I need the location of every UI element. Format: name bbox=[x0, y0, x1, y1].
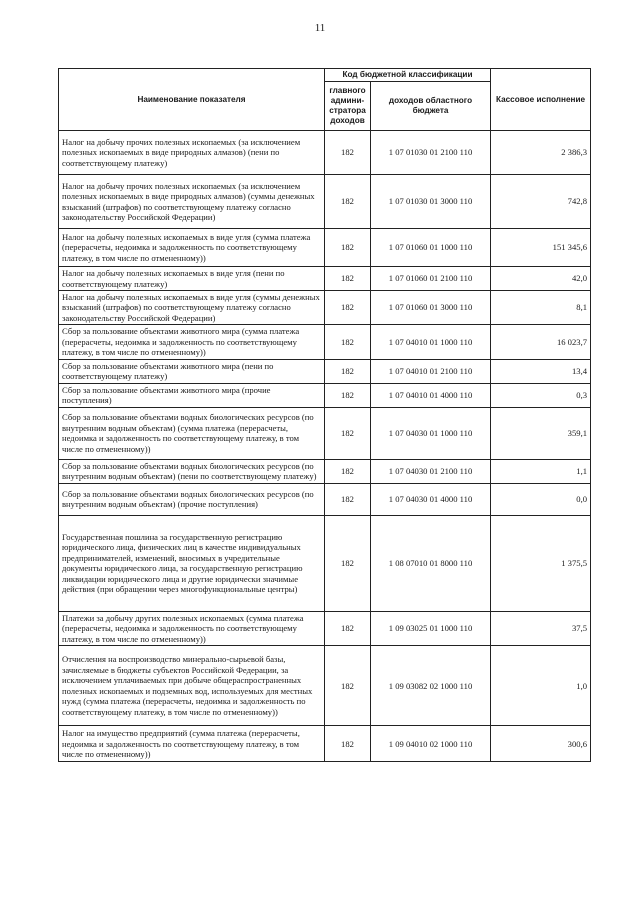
row-budget-code: 1 09 03082 02 1000 110 bbox=[371, 646, 491, 726]
row-name: Налог на добычу полезных ископаемых в виде угля (сумма платежа (перерасчеты, недоимка и задолженность по соответствующему платежу, в том числе по отмененному)) bbox=[59, 229, 325, 267]
table-row bbox=[59, 483, 591, 515]
table-row bbox=[59, 175, 591, 229]
row-admin-code: 182 bbox=[325, 325, 371, 359]
header-amount: Кассовое исполнение bbox=[491, 69, 591, 131]
row-admin-code: 182 bbox=[325, 267, 371, 291]
table-row bbox=[59, 515, 591, 611]
row-amount: 42,0 bbox=[491, 267, 591, 291]
row-amount: 13,4 bbox=[491, 359, 591, 383]
row-amount: 16 023,7 bbox=[491, 325, 591, 359]
row-name: Налог на добычу прочих полезных ископаемых (за исключением полезных ископаемых в виде природных алмазов) (суммы денежных взысканий (штрафов) по соответствующему платежу согласно законодательству Российской Федерации) bbox=[59, 175, 325, 229]
row-admin-code: 182 bbox=[325, 229, 371, 267]
table-row bbox=[59, 291, 591, 325]
row-admin-code: 182 bbox=[325, 291, 371, 325]
row-name: Сбор за пользование объектами животного мира (сумма платежа (перерасчеты, недоимка и задолженность по соответствующему платежу, в том числе по отмененному)) bbox=[59, 325, 325, 359]
table-row bbox=[59, 383, 591, 407]
row-budget-code: 1 07 04010 01 4000 110 bbox=[371, 383, 491, 407]
row-name: Налог на имущество предприятий (сумма платежа (перерасчеты, недоимка и задолженность по соответствующему платежу, в том числе по отмененному)) bbox=[59, 726, 325, 762]
header-admin: главного админи-стратора доходов bbox=[325, 82, 371, 131]
header-row-top bbox=[59, 69, 591, 82]
table-row bbox=[59, 407, 591, 459]
row-amount: 1,0 bbox=[491, 646, 591, 726]
table-row bbox=[59, 611, 591, 645]
row-amount: 742,8 bbox=[491, 175, 591, 229]
table-body bbox=[59, 131, 591, 762]
header-name: Наименование показателя bbox=[59, 69, 325, 131]
table-row bbox=[59, 325, 591, 359]
row-admin-code: 182 bbox=[325, 483, 371, 515]
row-budget-code: 1 09 03025 01 1000 110 bbox=[371, 611, 491, 645]
row-admin-code: 182 bbox=[325, 359, 371, 383]
table-row bbox=[59, 267, 591, 291]
row-budget-code: 1 07 04030 01 1000 110 bbox=[371, 407, 491, 459]
row-amount: 359,1 bbox=[491, 407, 591, 459]
row-admin-code: 182 bbox=[325, 646, 371, 726]
row-name: Сбор за пользование объектами животного мира (пени по соответствующему платежу) bbox=[59, 359, 325, 383]
row-admin-code: 182 bbox=[325, 611, 371, 645]
table-row bbox=[59, 726, 591, 762]
row-budget-code: 1 07 04030 01 2100 110 bbox=[371, 459, 491, 483]
row-budget-code: 1 07 01030 01 2100 110 bbox=[371, 131, 491, 175]
row-amount: 0,0 bbox=[491, 483, 591, 515]
row-admin-code: 182 bbox=[325, 383, 371, 407]
row-budget-code: 1 07 01030 01 3000 110 bbox=[371, 175, 491, 229]
row-budget-code: 1 07 01060 01 1000 110 bbox=[371, 229, 491, 267]
row-name: Налог на добычу полезных ископаемых в виде угля (суммы денежных взысканий (штрафов) по соответствующему платежу согласно законодательству Российской Федерации) bbox=[59, 291, 325, 325]
table-row bbox=[59, 359, 591, 383]
row-admin-code: 182 bbox=[325, 131, 371, 175]
row-amount: 37,5 bbox=[491, 611, 591, 645]
row-name: Сбор за пользование объектами водных биологических ресурсов (по внутренним водным объектам) (пени по соответствующему платежу) bbox=[59, 459, 325, 483]
row-admin-code: 182 bbox=[325, 515, 371, 611]
row-admin-code: 182 bbox=[325, 407, 371, 459]
row-name: Налог на добычу прочих полезных ископаемых (за исключением полезных ископаемых в виде природных алмазов) (пени по соответствующему платежу) bbox=[59, 131, 325, 175]
table-row bbox=[59, 646, 591, 726]
row-admin-code: 182 bbox=[325, 726, 371, 762]
row-name: Сбор за пользование объектами водных биологических ресурсов (по внутренним водным объектам) (сумма платежа (перерасчеты, недоимка и задолженность по соответствующему платежу, в том числе по отмененному)) bbox=[59, 407, 325, 459]
row-admin-code: 182 bbox=[325, 175, 371, 229]
page-number: 11 bbox=[314, 22, 326, 34]
row-name: Сбор за пользование объектами водных биологических ресурсов (по внутренним водным объектам) (прочие поступления) bbox=[59, 483, 325, 515]
row-admin-code: 182 bbox=[325, 459, 371, 483]
header-classification: Код бюджетной классификации bbox=[325, 69, 491, 82]
row-name: Государственная пошлина за государственную регистрацию юридического лица, физических лиц в качестве индивидуальных предпринимателей, изменений, вносимых в учредительные документы юридического лица, за государственную регистрацию ликвидации юридического лица и другие юридически значимые действия (при обращении через многофункциональные центры) bbox=[59, 515, 325, 611]
row-budget-code: 1 09 04010 02 1000 110 bbox=[371, 726, 491, 762]
row-budget-code: 1 07 04010 01 2100 110 bbox=[371, 359, 491, 383]
row-amount: 0,3 bbox=[491, 383, 591, 407]
table-row bbox=[59, 131, 591, 175]
row-name: Платежи за добычу других полезных ископаемых (сумма платежа (перерасчеты, недоимка и задолженность по соответствующему платежу, в том числе по отмененному)) bbox=[59, 611, 325, 645]
row-amount: 151 345,6 bbox=[491, 229, 591, 267]
row-amount: 1,1 bbox=[491, 459, 591, 483]
row-budget-code: 1 07 04030 01 4000 110 bbox=[371, 483, 491, 515]
row-amount: 300,6 bbox=[491, 726, 591, 762]
row-amount: 8,1 bbox=[491, 291, 591, 325]
budget-table bbox=[58, 68, 591, 762]
row-amount: 1 375,5 bbox=[491, 515, 591, 611]
row-name: Сбор за пользование объектами животного мира (прочие поступления) bbox=[59, 383, 325, 407]
row-budget-code: 1 08 07010 01 8000 110 bbox=[371, 515, 491, 611]
header-code: доходов областного бюджета bbox=[371, 82, 491, 131]
row-name: Налог на добычу полезных ископаемых в виде угля (пени по соответствующему платежу) bbox=[59, 267, 325, 291]
table-row bbox=[59, 229, 591, 267]
row-budget-code: 1 07 01060 01 2100 110 bbox=[371, 267, 491, 291]
row-amount: 2 386,3 bbox=[491, 131, 591, 175]
row-budget-code: 1 07 04010 01 1000 110 bbox=[371, 325, 491, 359]
table-row bbox=[59, 459, 591, 483]
row-budget-code: 1 07 01060 01 3000 110 bbox=[371, 291, 491, 325]
row-name: Отчисления на воспроизводство минерально-сырьевой базы, зачисляемые в бюджеты субъектов Российской Федерации, за исключением уплачиваемых при добыче общераспространенных полезных ископаемых и подземных вод, используемых для местных нужд (сумма платежа (перерасчеты, недоимка и задолженность по соответствующему платежу, в том числе по отмененному)) bbox=[59, 646, 325, 726]
